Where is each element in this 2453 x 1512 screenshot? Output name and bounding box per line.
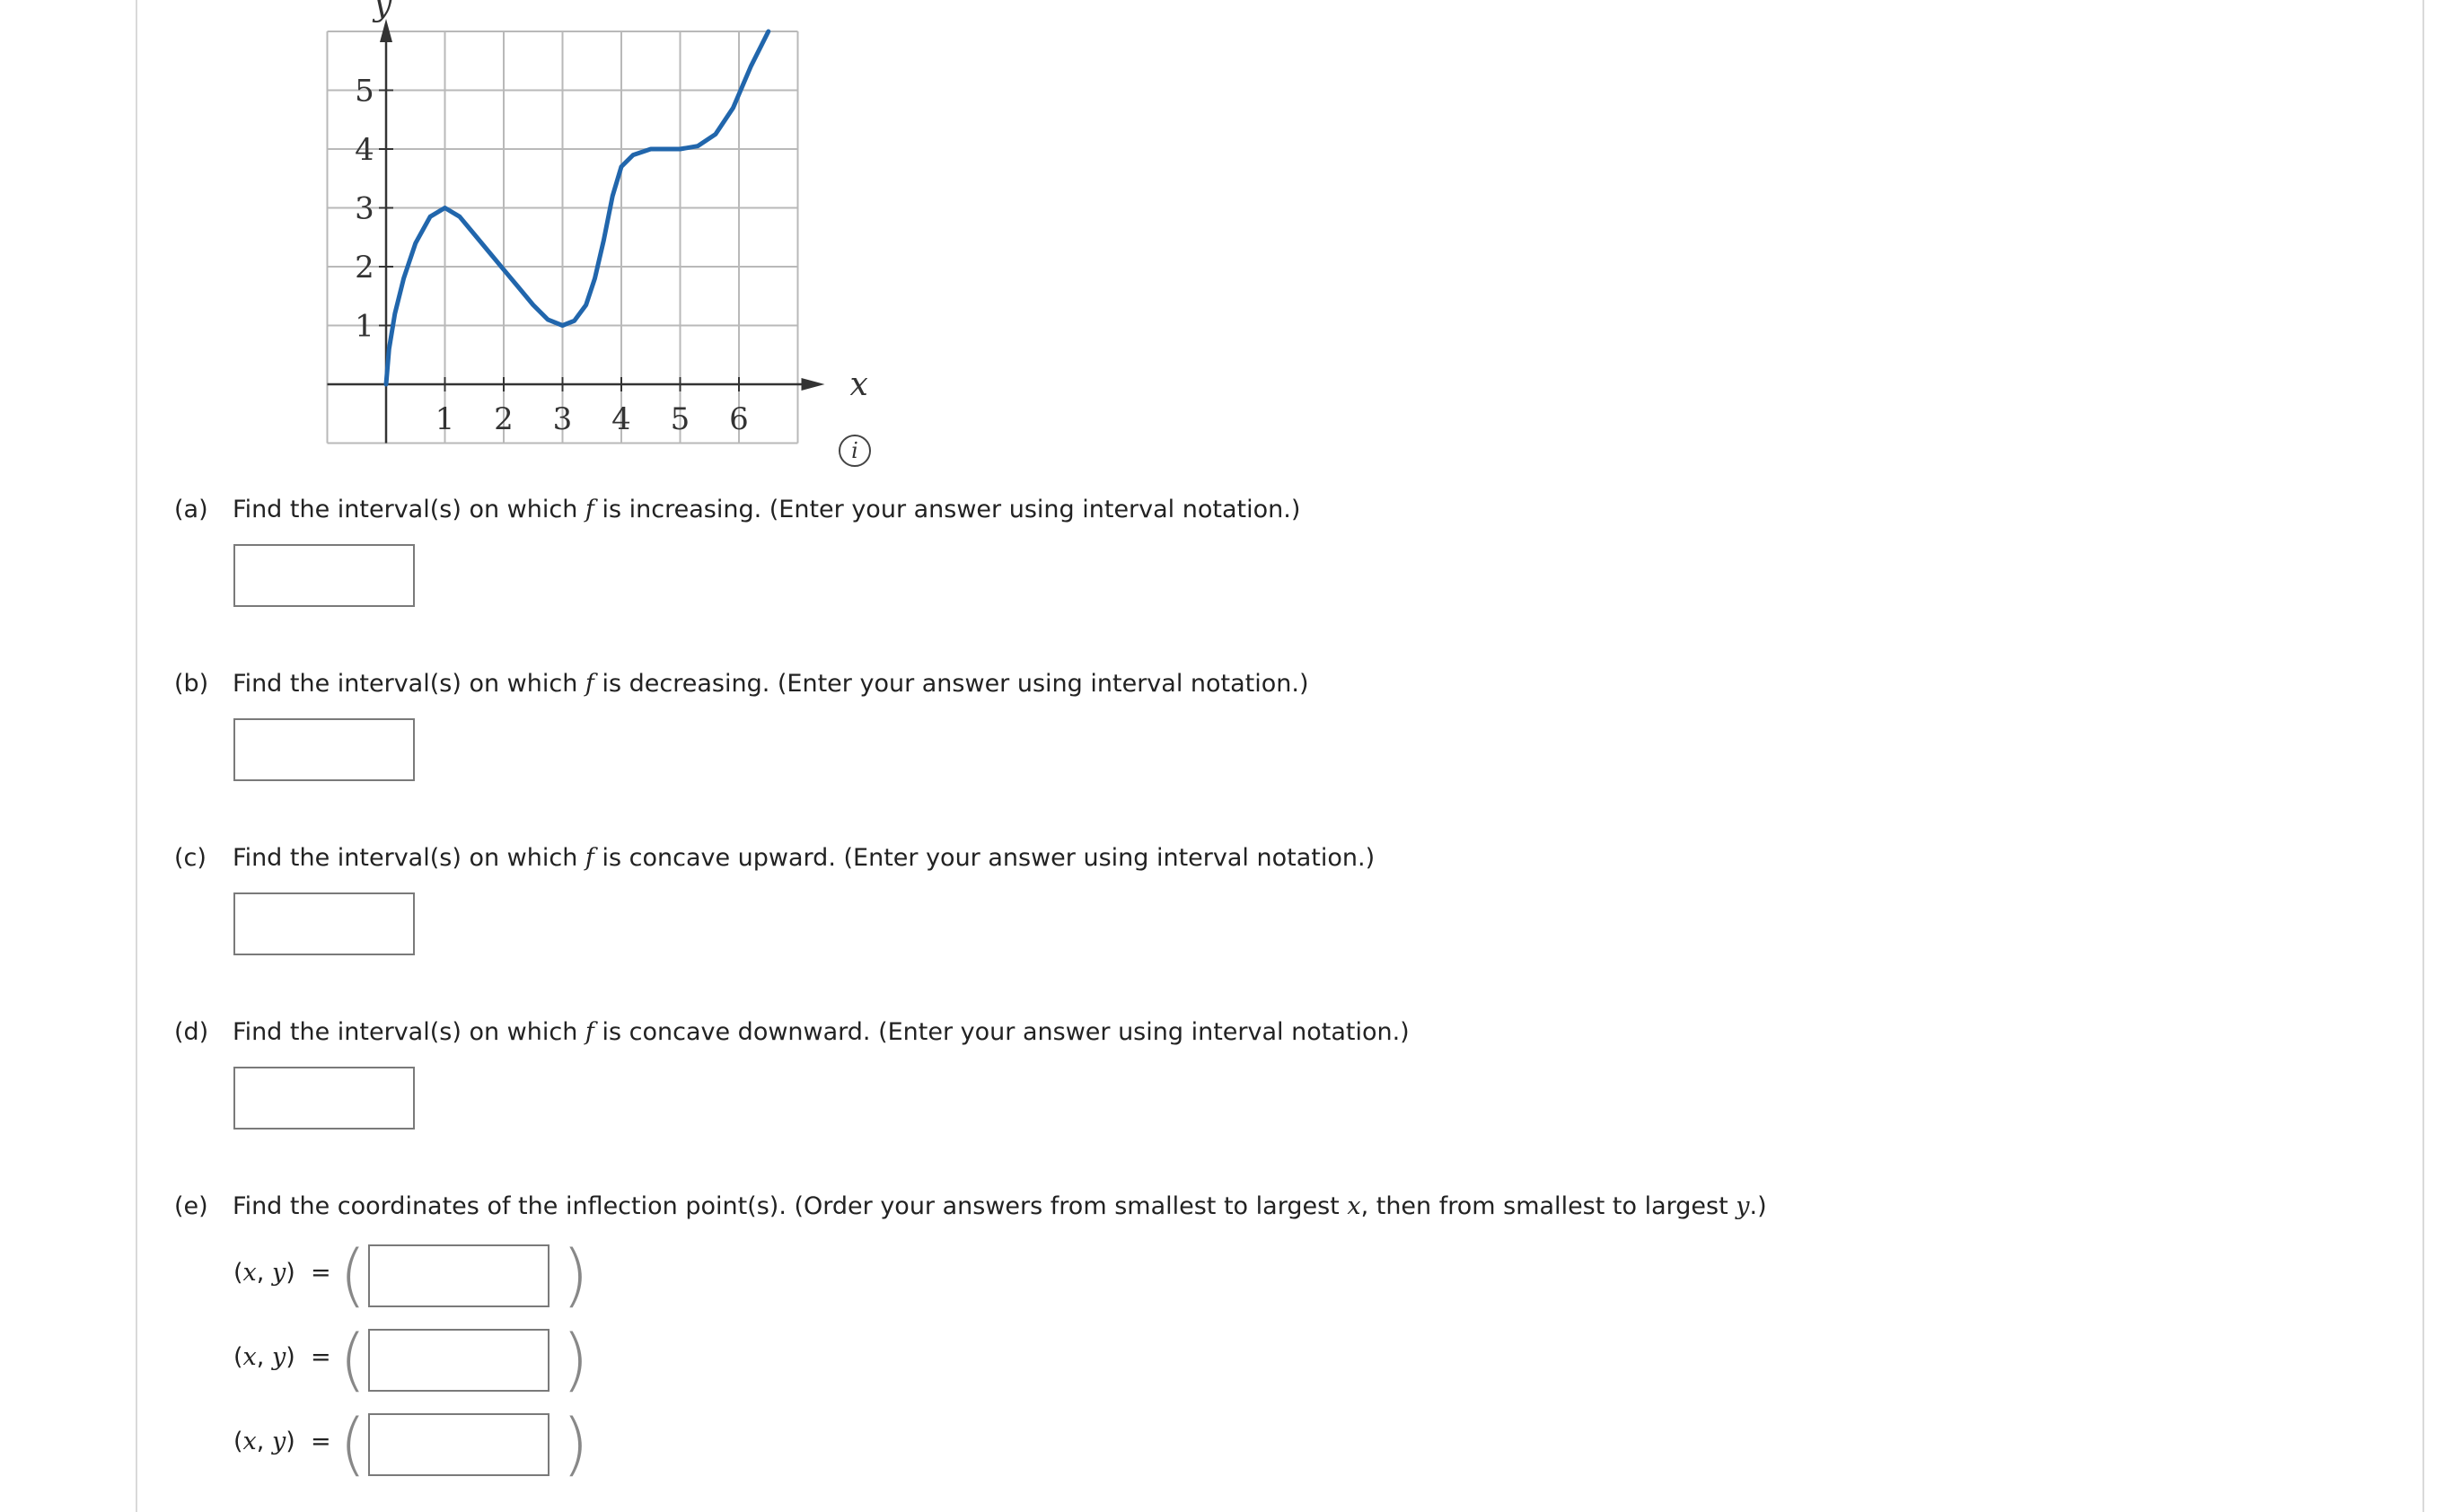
x-tick-label: 3 xyxy=(552,401,573,437)
x-axis-label: x xyxy=(849,366,868,403)
open-paren: ( xyxy=(339,1319,366,1399)
page-border-right xyxy=(2422,0,2424,1512)
x-tick-label: 5 xyxy=(670,401,690,437)
close-paren: ) xyxy=(562,1319,589,1399)
answer-c-input[interactable] xyxy=(233,892,415,955)
coord-label: (x, y) = xyxy=(233,1259,331,1287)
coord-label: (x, y) = xyxy=(233,1343,331,1371)
info-glyph: i xyxy=(851,438,858,463)
question-a-text: Find the interval(s) on which f is increasing. (Enter your answer using interval notation.) xyxy=(233,496,1301,523)
inflection-point-1-input[interactable] xyxy=(368,1244,550,1307)
y-tick-label: 4 xyxy=(355,132,374,168)
close-paren: ) xyxy=(562,1403,589,1483)
question-d-text: Find the interval(s) on which f is concave downward. (Enter your answer using interval notation.) xyxy=(233,1018,1410,1046)
y-tick-label: 1 xyxy=(355,308,374,345)
graph-axes xyxy=(328,19,825,444)
inflection-point-3-input[interactable] xyxy=(368,1413,550,1476)
y-tick-label: 2 xyxy=(355,250,374,286)
x-tick-label: 4 xyxy=(611,401,631,437)
answer-a-input[interactable] xyxy=(233,544,415,607)
question-d-label: (d) xyxy=(174,1018,209,1046)
question-e-text: Find the coordinates of the inflection point(s). (Order your answers from smallest to largest x, then from smallest to largest y.) xyxy=(233,1192,1767,1220)
graph-ticks xyxy=(355,74,749,438)
question-c-label: (c) xyxy=(174,844,207,872)
answer-d-input[interactable] xyxy=(233,1067,415,1130)
open-paren: ( xyxy=(339,1403,366,1483)
x-axis-arrow xyxy=(802,378,825,391)
y-axis-label: y xyxy=(374,0,392,23)
question-c-text: Find the interval(s) on which f is concave upward. (Enter your answer using interval notation.) xyxy=(233,844,1376,872)
x-tick-label: 6 xyxy=(729,401,749,437)
y-tick-label: 5 xyxy=(355,73,374,110)
x-tick-label: 1 xyxy=(435,401,455,437)
info-icon[interactable] xyxy=(839,435,871,467)
question-e-label: (e) xyxy=(174,1192,208,1220)
x-tick-label: 2 xyxy=(494,401,514,437)
inflection-point-2-input[interactable] xyxy=(368,1329,550,1392)
question-a-label: (a) xyxy=(174,496,208,523)
function-graph xyxy=(0,0,898,467)
question-b-text: Find the interval(s) on which f is decreasing. (Enter your answer using interval notation.) xyxy=(233,670,1309,698)
coord-label: (x, y) = xyxy=(233,1428,331,1455)
open-paren: ( xyxy=(339,1235,366,1314)
question-b-label: (b) xyxy=(174,670,209,698)
close-paren: ) xyxy=(562,1235,589,1314)
answer-b-input[interactable] xyxy=(233,718,415,781)
y-tick-label: 3 xyxy=(355,190,374,227)
